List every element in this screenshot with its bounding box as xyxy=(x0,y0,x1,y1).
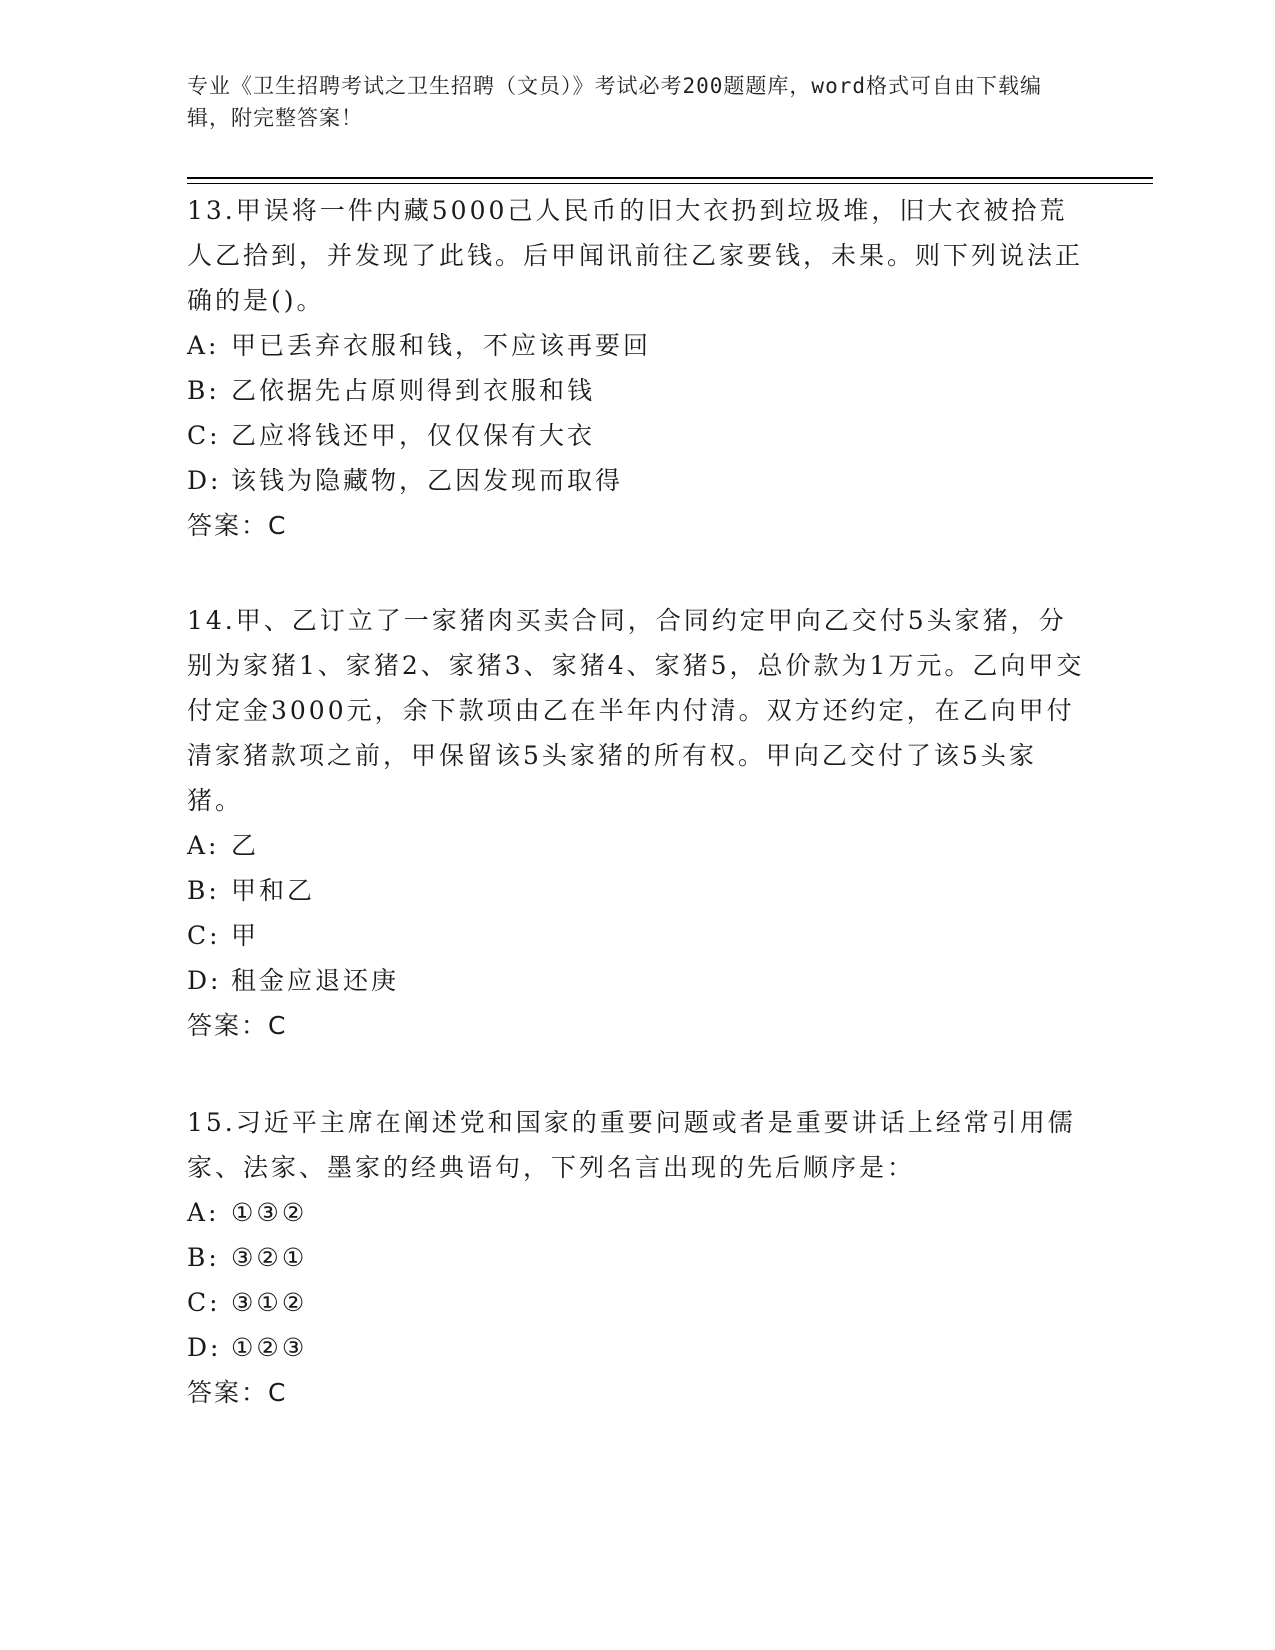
option-key: A: xyxy=(187,331,220,360)
document-header: 专业《卫生招聘考试之卫生招聘（文员）》考试必考200题题库，word格式可自由下载编辑，附完整答案！ xyxy=(187,74,1042,130)
answer-line: 答案：C xyxy=(187,1011,288,1040)
option-a xyxy=(187,1190,1087,1235)
option-c xyxy=(187,913,1087,958)
option-a xyxy=(187,823,1087,868)
option-key: C: xyxy=(187,1288,221,1317)
question-text: 14.甲、乙订立了一家猪肉买卖合同，合同约定甲向乙交付5头家猪，分别为家猪1、家猪2、家猪3、家猪4、家猪5，总价款为1万元。乙向甲交付定金3000元，余下款项由乙在半年内付清。双方还约定，在乙向甲付清家猪款项之前，甲保留该5头家猪的所有权。甲向乙交付了该5头家猪。 xyxy=(187,606,1085,815)
option-text: 甲 xyxy=(231,921,260,950)
option-text: ③②① xyxy=(231,1243,308,1272)
option-key: D: xyxy=(187,1333,222,1362)
option-b xyxy=(187,868,1087,913)
option-text: ①③② xyxy=(231,1198,308,1227)
option-text: 乙 xyxy=(231,831,260,860)
option-text: 该钱为隐藏物，乙因发现而取得 xyxy=(231,466,624,495)
option-d xyxy=(187,1325,1087,1370)
option-c xyxy=(187,1280,1087,1325)
option-text: 甲和乙 xyxy=(231,876,316,905)
question-14 xyxy=(187,598,1087,1048)
option-text: 乙应将钱还甲，仅仅保有大衣 xyxy=(231,421,596,450)
option-key: A: xyxy=(187,831,220,860)
option-text: 乙依据先占原则得到衣服和钱 xyxy=(231,376,596,405)
header-divider-bottom xyxy=(187,183,1153,184)
option-a xyxy=(187,323,1087,368)
option-key: B: xyxy=(187,376,220,405)
option-key: D: xyxy=(187,966,222,995)
option-d xyxy=(187,458,1087,503)
answer-line: 答案：C xyxy=(187,511,288,540)
option-key: B: xyxy=(187,1243,220,1272)
question-13 xyxy=(187,188,1087,548)
option-key: D: xyxy=(187,466,222,495)
option-text: ③①② xyxy=(231,1288,308,1317)
header-divider-top xyxy=(187,177,1153,179)
question-15 xyxy=(187,1100,1087,1415)
option-text: ①②③ xyxy=(231,1333,308,1362)
option-b xyxy=(187,368,1087,413)
option-c xyxy=(187,413,1087,458)
question-text: 15.习近平主席在阐述党和国家的重要问题或者是重要讲话上经常引用儒家、法家、墨家的经典语句，下列名言出现的先后顺序是： xyxy=(187,1108,1076,1182)
option-text: 甲已丢弃衣服和钱，不应该再要回 xyxy=(231,331,652,360)
option-b xyxy=(187,1235,1087,1280)
option-key: C: xyxy=(187,421,221,450)
option-d xyxy=(187,958,1087,1003)
option-key: C: xyxy=(187,921,221,950)
option-key: B: xyxy=(187,876,220,905)
option-key: A: xyxy=(187,1198,220,1227)
answer-line: 答案：C xyxy=(187,1378,288,1407)
option-text: 租金应退还庚 xyxy=(231,966,400,995)
question-text: 13.甲误将一件内藏5000己人民币的旧大衣扔到垃圾堆，旧大衣被拾荒人乙拾到，并发现了此钱。后甲闻讯前往乙家要钱，未果。则下列说法正确的是()。 xyxy=(187,196,1084,315)
